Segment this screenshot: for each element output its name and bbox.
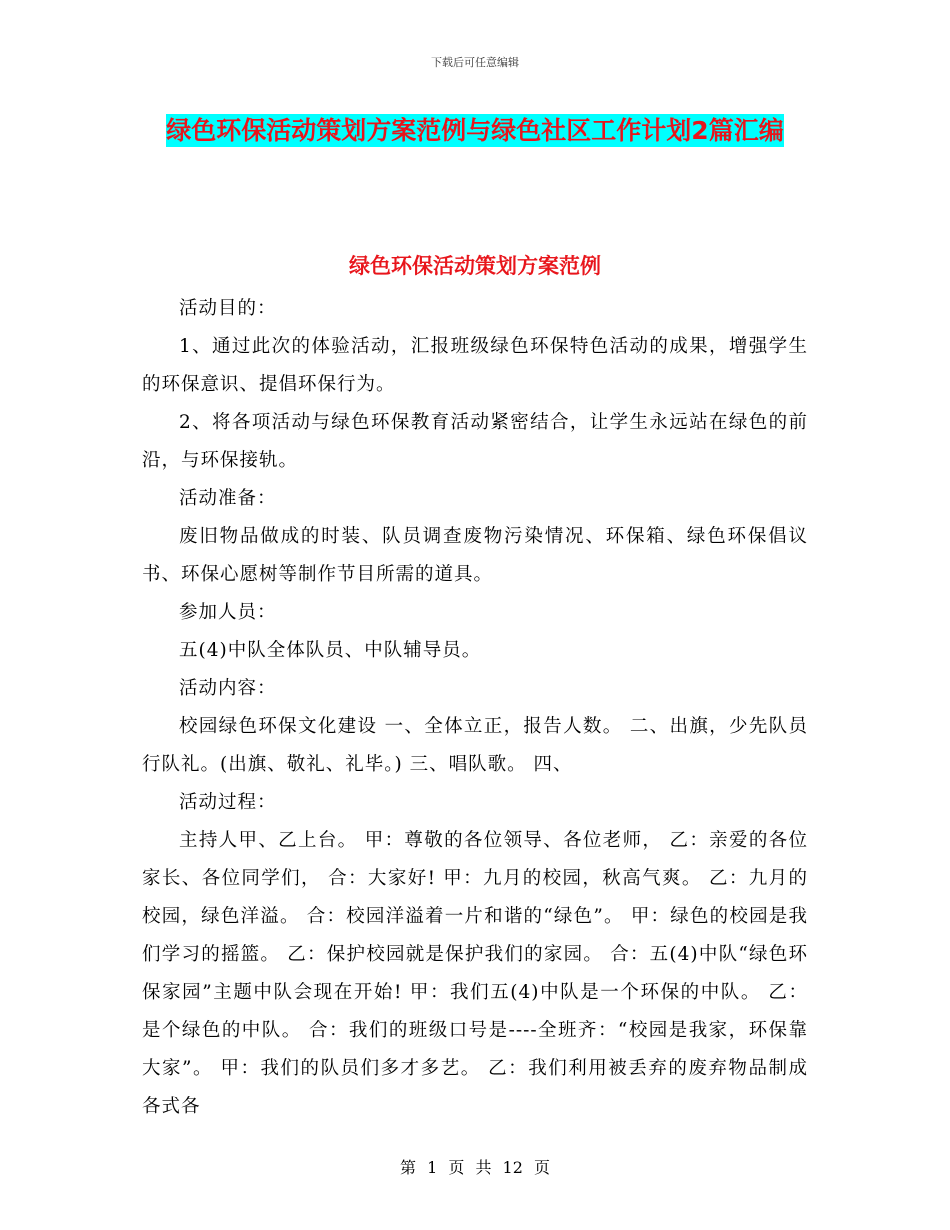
document-body: [142, 290, 808, 1126]
paragraph: 校园绿色环保文化建设 一、全体立正，报告人数。 二、出旗，少先队员行队礼。(出旗、敬礼、礼毕。) 三、唱队歌。 四、: [142, 716, 808, 775]
paragraph: 参加人员：: [179, 602, 277, 623]
section-title: 绿色环保活动策划方案范例: [349, 254, 601, 278]
paragraph: 废旧物品做成的时装、队员调查废物污染情况、环保箱、绿色环保倡议书、环保心愿树等制作节目所需的道具。: [142, 526, 808, 585]
document-title-text: 绿色环保活动策划方案范例与绿色社区工作计划2篇汇编: [166, 116, 784, 145]
paragraph: 活动内容：: [179, 678, 277, 699]
paragraph: 2、将各项活动与绿色环保教育活动紧密结合，让学生永远站在绿色的前沿，与环保接轨。: [142, 412, 808, 471]
page-number: 第 1 页 共 12 页: [400, 1158, 550, 1177]
header-note: 下载后可任意编辑: [431, 56, 519, 69]
paragraph: 活动目的：: [179, 298, 277, 319]
paragraph: 活动过程：: [179, 792, 277, 813]
paragraph: 活动准备：: [179, 488, 277, 509]
document-title: [140, 108, 810, 154]
paragraph: 1、通过此次的体验活动，汇报班级绿色环保特色活动的成果，增强学生的环保意识、提倡环保行为。: [142, 336, 808, 395]
paragraph: 主持人甲、乙上台。 甲：尊敬的各位领导、各位老师， 乙：亲爱的各位家长、各位同学们， 合：大家好! 甲：九月的校园，秋高气爽。 乙：九月的校园，绿色洋溢。 合：校园洋溢着一片和谐的“绿色”。 甲：绿色的校园是我们学习的摇篮。 乙：保护校园就是保护我们的家园。 合：五(4)中队“绿色环保家园”主题中队会现在开始! 甲：我们五(4)中队是一个环保的中队。 乙：是个绿色的中队。 合：我们的班级口号是----全班齐：“校园是我家，环保靠大家”。 甲：我们的队员们多才多艺。 乙：我们利用被丢弃的废弃物品制成各式各: [142, 830, 808, 1117]
paragraph: 五(4)中队全体队员、中队辅导员。: [179, 640, 482, 661]
